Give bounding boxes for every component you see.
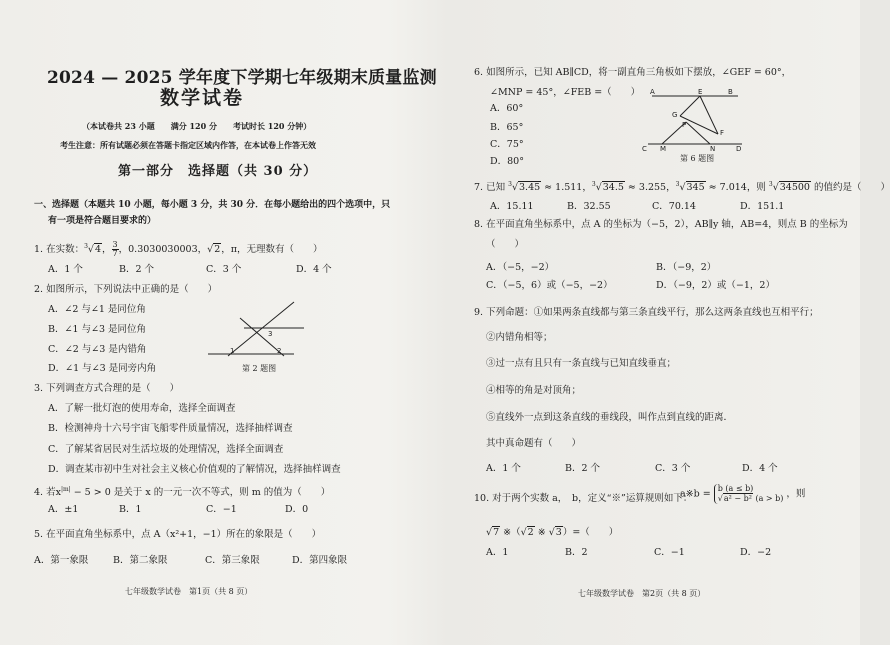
q9-question: 其中真命题有（ ） <box>486 438 582 449</box>
q2-transversal-right <box>228 302 294 356</box>
q6-label-c: C <box>642 145 647 153</box>
q6-figure-caption: 第 6 题图 <box>680 154 715 163</box>
exam-subject: 数学试卷 <box>160 87 245 109</box>
q6-label-d: D <box>736 145 742 153</box>
q6-stem-line1: 6. 如图所示，已知 AB∥CD，将一副直角三角板如下摆放，∠GEF = 60°， <box>474 67 792 78</box>
q9-option-a: A．1 个 <box>486 463 521 474</box>
q9-option-b: B．2 个 <box>565 463 601 474</box>
q6-triangle-ge <box>680 96 700 116</box>
q6-label-n: N <box>710 145 716 153</box>
q2-option-c: C．∠2 与∠3 是内错角 <box>48 344 147 355</box>
q7-option-d: D．151.1 <box>740 201 785 212</box>
exam-notice: 考生注意：所有试题必须在答题卡指定区域内作答，在本试卷上作答无效 <box>60 140 316 150</box>
q2-figure-caption: 第 2 题图 <box>242 364 277 373</box>
q8-stem-line2: （ ） <box>486 239 525 250</box>
footer-left: 七年级数学试卷 第1页（共 8 页） <box>125 587 253 596</box>
q2-option-d: D．∠1 与∠3 是同旁内角 <box>48 363 157 374</box>
q6-label-p: P <box>682 121 687 129</box>
q7-option-b: B．32.55 <box>567 201 611 212</box>
q6-option-c: C．75° <box>490 139 524 150</box>
q5-option-b: B．第二象限 <box>113 555 168 566</box>
q6-label-e: E <box>698 88 703 96</box>
q10-option-a: A．1 <box>486 547 509 558</box>
q3-option-b: B．检测神舟十六号宇宙飞船零件质量情况，选择抽样调查 <box>48 423 293 434</box>
q5-option-a: A．第一象限 <box>34 555 89 566</box>
q10-option-c: C．−1 <box>654 547 685 558</box>
q1-stem: 1. 在实数：$^3$√4， $\frac{3}{7}$ ，0.3030030003，√2，π，无理数有（ ） <box>34 240 323 259</box>
q5-stem: 5. 在平面直角坐标系中，点 A（x²+1，−1）所在的象限是（ ） <box>34 529 322 540</box>
q2-label-2: 2 <box>277 347 282 355</box>
q1-option-c: C．3 个 <box>206 264 242 275</box>
q8-stem-line1: 8. 在平面直角坐标系中，点 A 的坐标为（−5，2），AB∥y 轴，AB=4，则点 B 的坐标为 <box>474 219 848 230</box>
q6-label-m: M <box>660 145 667 153</box>
q7-option-a: A．15.11 <box>490 201 534 212</box>
q1-option-b: B．2 个 <box>119 264 155 275</box>
q4-option-c: C．−1 <box>206 504 237 515</box>
q5-option-d: D．第四象限 <box>292 555 348 566</box>
q9-statement-4: ④相等的角是对顶角； <box>486 385 582 396</box>
footer-right: 七年级数学试卷 第2页（共 8 页） <box>578 589 706 598</box>
q3-option-a: A．了解一批灯泡的使用寿命，选择全面调查 <box>48 403 236 414</box>
q5-option-c: C．第三象限 <box>205 555 260 566</box>
q8-option-a: A．（−5，−2） <box>486 262 555 273</box>
q6-option-d: D．80° <box>490 156 524 167</box>
q3-option-d: D．调查某市初中生对社会主义核心价值观的了解情况，选择抽样调查 <box>48 464 341 475</box>
q1-fraction: $\frac{3}{7}$ <box>112 240 118 259</box>
q4-option-b: B．1 <box>119 504 142 515</box>
q6-label-a: A <box>650 88 655 96</box>
q10-piecewise: b (a ≤ b) √a² − b² (a > b) <box>714 484 784 504</box>
q1-option-d: D．4 个 <box>296 264 332 275</box>
q10-option-d: D．−2 <box>740 547 772 558</box>
exam-info: （本试卷共 23 小题 满分 120 分 考试时长 120 分钟） <box>82 121 312 131</box>
q8-option-c: C．（−5，6）或（−5，−2） <box>486 280 613 291</box>
q2-stem: 2. 如图所示，下列说法中正确的是（ ） <box>34 284 218 295</box>
q6-label-f: F <box>720 129 725 137</box>
q9-option-c: C．3 个 <box>655 463 691 474</box>
q10-expression: √7 ※（√2 ※ √3）=（ ） <box>486 527 619 538</box>
q2-option-b: B．∠1 与∠3 是同位角 <box>48 324 147 335</box>
q3-option-c: C．了解某省居民对生活垃圾的处理情况，选择全面调查 <box>48 444 284 455</box>
q9-stem: 9. 下列命题：①如果两条直线都与第三条直线平行，那么这两条直线也互相平行； <box>474 307 819 318</box>
q2-label-3: 3 <box>268 330 273 338</box>
q4-option-d: D．0 <box>285 504 309 515</box>
q9-statement-2: ②内错角相等； <box>486 332 553 343</box>
q10-stem: 10. 对于两个实数 a， b，定义“※”运算规则如下： <box>474 493 693 504</box>
q7-option-c: C．70.14 <box>652 201 696 212</box>
q4-option-a: A．±1 <box>48 504 79 515</box>
q6-figure <box>642 88 748 153</box>
q8-option-b: B．（−9，2） <box>656 262 717 273</box>
q6-triangle-ef <box>700 96 718 134</box>
q6-stem-line2: ∠MNP = 45°，∠FEB =（ ） <box>490 87 641 98</box>
q6-option-a: A．60° <box>490 103 524 114</box>
q10-option-b: B．2 <box>565 547 588 558</box>
exam-title: 2024 — 2025 学年度下学期七年级期末质量监测 <box>47 68 437 88</box>
section-instructions-1: 一、选择题（本题共 10 小题，每小题 3 分，共 30 分．在每小题给出的四个选项中，只 <box>34 200 391 210</box>
q3-stem: 3. 下列调查方式合理的是（ ） <box>34 383 180 394</box>
q2-label-1: 1 <box>230 347 235 355</box>
q9-statement-3: ③过一点有且只有一条直线与已知直线垂直； <box>486 358 677 369</box>
q2-figure <box>200 298 300 360</box>
q6-option-b: B．65° <box>490 122 524 133</box>
q6-label-g: G <box>672 111 678 119</box>
q10-definition: a※b = b (a ≤ b) √a² − b² (a > b) ，则 <box>680 484 806 503</box>
q7-stem: 7. 已知 $^3$√3.45 ≈ 1.511，$^3$√34.5 ≈ 3.255，$^3$√345 ≈ 7.014，则 $^3$√34500 的值约是（ ） <box>474 181 890 194</box>
q8-option-d: D．（−9，2）或（−1，2） <box>656 280 775 291</box>
q6-label-b: B <box>728 88 733 96</box>
q4-stem: 4. 若$x^{|m|} - 5 > 0$ 是关于 x 的一元一次不等式，则 m 的值为（ ） <box>34 486 331 499</box>
section-title: 第一部分 选择题（共 30 分） <box>118 164 318 179</box>
q9-statement-5: ⑤直线外一点到这条直线的垂线段，叫作点到直线的距离． <box>486 412 734 423</box>
q1-option-a: A．1 个 <box>48 264 83 275</box>
q6-triangle-pn <box>686 122 710 144</box>
q2-option-a: A．∠2 与∠1 是同位角 <box>48 304 146 315</box>
section-instructions-2: 有一项是符合题目要求的） <box>48 216 157 226</box>
q9-option-d: D．4 个 <box>742 463 778 474</box>
